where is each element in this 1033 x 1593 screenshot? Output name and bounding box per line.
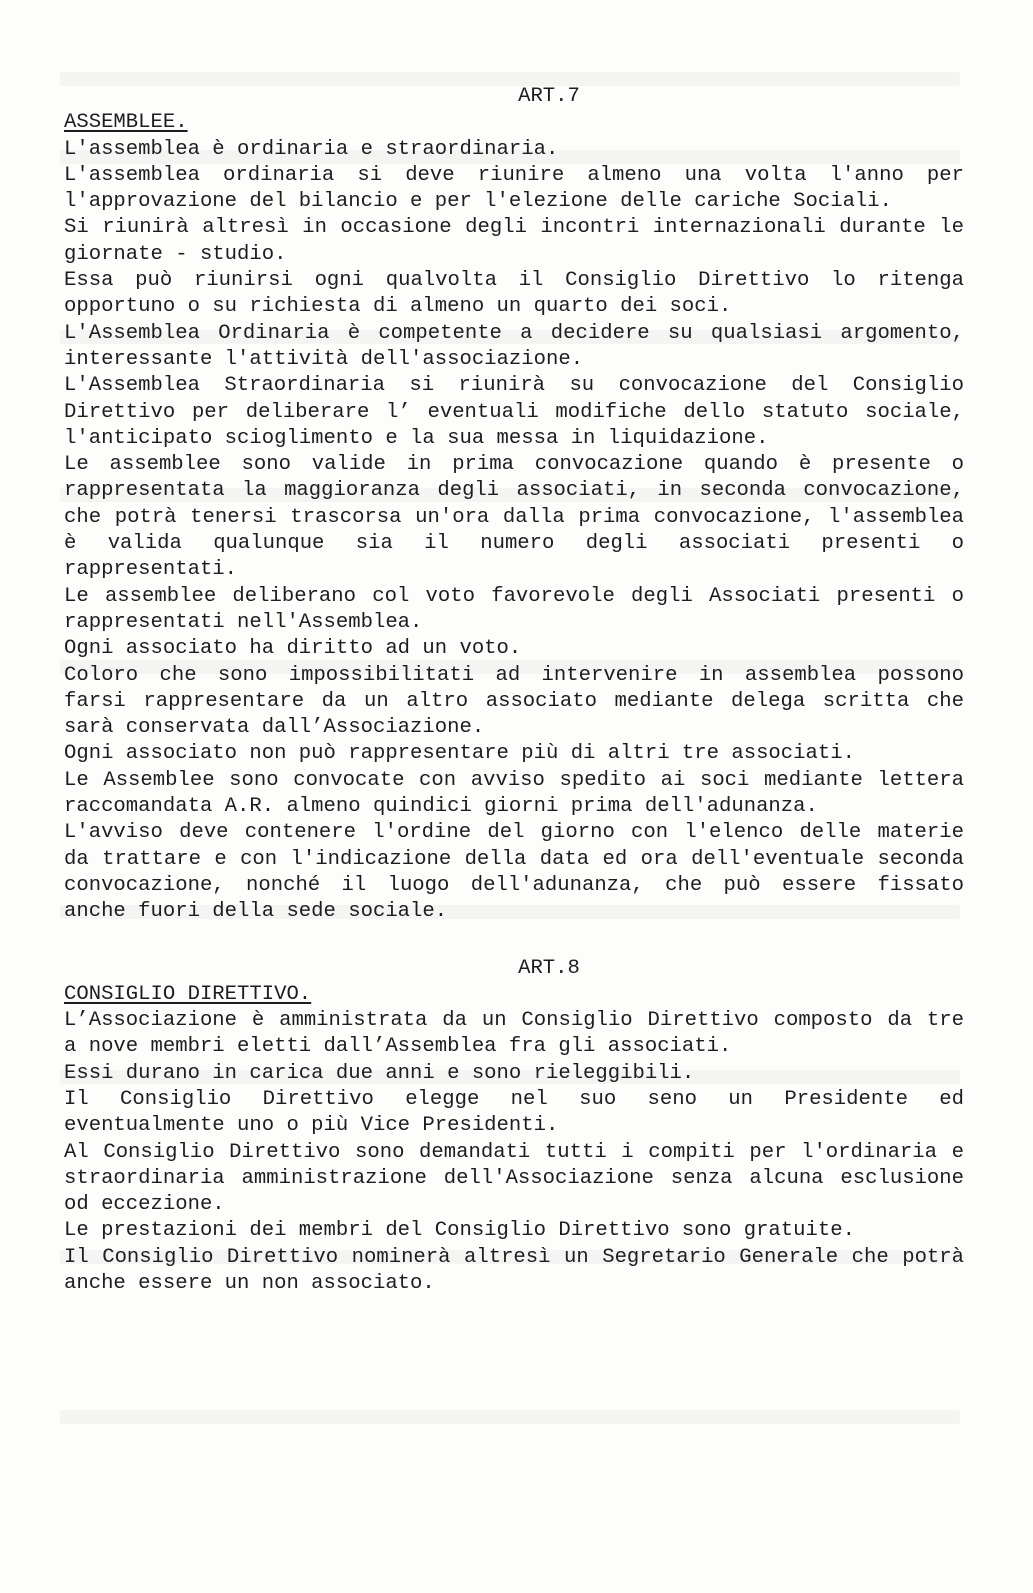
- paragraph: L'Assemblea Ordinaria è competente a decidere su qualsiasi argomento, interessante l'attività dell'associazione.: [64, 321, 964, 371]
- section-title: ASSEMBLEE.: [64, 111, 188, 135]
- paragraph: L'Assemblea Straordinaria si riunirà su convocazione del Consiglio Direttivo per deliberare l’ eventuali modifiche dello statuto sociale, l'anticipato scioglimento e la sua messa in liquidazione.: [64, 374, 964, 450]
- paragraph: Essa può riunirsi ogni qualvolta il Consiglio Direttivo lo ritenga opportuno o su richiesta di almeno un quarto dei soci.: [64, 269, 964, 319]
- article-7: [64, 84, 964, 926]
- section-gap: [64, 926, 964, 954]
- paragraph: Le assemblee deliberano col voto favorevole degli Associati presenti o rappresentati nell'Assemblea.: [64, 584, 964, 634]
- paragraph: L'assemblea è ordinaria e straordinaria.: [64, 137, 559, 161]
- paragraph: L'assemblea ordinaria si deve riunire almeno una volta l'anno per l'approvazione del bilancio e per l'elezione delle cariche Sociali.: [64, 163, 964, 214]
- paragraph: Il Consiglio Direttivo elegge nel suo seno un Presidente ed eventualmente uno o più Vice Presidenti.: [64, 1087, 964, 1138]
- document-page: [64, 84, 964, 1297]
- article-heading: ART.8: [518, 956, 580, 980]
- paragraph: Le assemblee sono valide in prima convocazione quando è presente o rappresentata la maggioranza degli associati, in seconda convocazione, che potrà tenersi trascorsa un'ora dalla prima convocazione, l'assemblea è valida qualunque sia il numero degli associati presenti o rappresentati.: [64, 453, 964, 582]
- section-title: CONSIGLIO DIRETTIVO.: [64, 982, 312, 1006]
- paragraph: L’Associazione è amministrata da un Consiglio Direttivo composto da tre a nove membri eletti dall’Assemblea fra gli associati.: [64, 1009, 964, 1059]
- article-heading: ART.7: [518, 85, 580, 108]
- paragraph: Coloro che sono impossibilitati ad intervenire in assemblea possono farsi rappresentare da un altro associato mediante delega scritta che sarà conservata dall’Associazione.: [64, 663, 964, 740]
- paragraph: Ogni associato non può rappresentare più di altri tre associati.: [64, 742, 855, 766]
- paragraph: Essi durano in carica due anni e sono rieleggibili.: [64, 1061, 695, 1085]
- paragraph: Si riunirà altresì in occasione degli incontri internazionali durante le giornate - studio.: [64, 216, 964, 266]
- paragraph: Ogni associato ha diritto ad un voto.: [64, 637, 522, 661]
- bleed-through-band: [60, 1410, 960, 1424]
- paragraph: Al Consiglio Direttivo sono demandati tutti i compiti per l'ordinaria e straordinaria amministrazione dell'Associazione senza alcuna esclusione od eccezione.: [64, 1140, 964, 1217]
- paragraph: L'avviso deve contenere l'ordine del giorno con l'elenco delle materie da trattare e con l'indicazione della data ed ora dell'eventuale seconda convocazione, nonché il luogo dell'adunanza, che può essere fissato anche fuori della sede sociale.: [64, 821, 964, 924]
- paragraph: Il Consiglio Direttivo nominerà altresì un Segretario Generale che potrà anche essere un non associato.: [64, 1245, 964, 1296]
- paragraph: Le Assemblee sono convocate con avviso spedito ai soci mediante lettera raccomandata A.R. almeno quindici giorni prima dell'adunanza.: [64, 768, 964, 819]
- paragraph: Le prestazioni dei membri del Consiglio Direttivo sono gratuite.: [64, 1219, 855, 1243]
- article-8: [64, 956, 964, 1298]
